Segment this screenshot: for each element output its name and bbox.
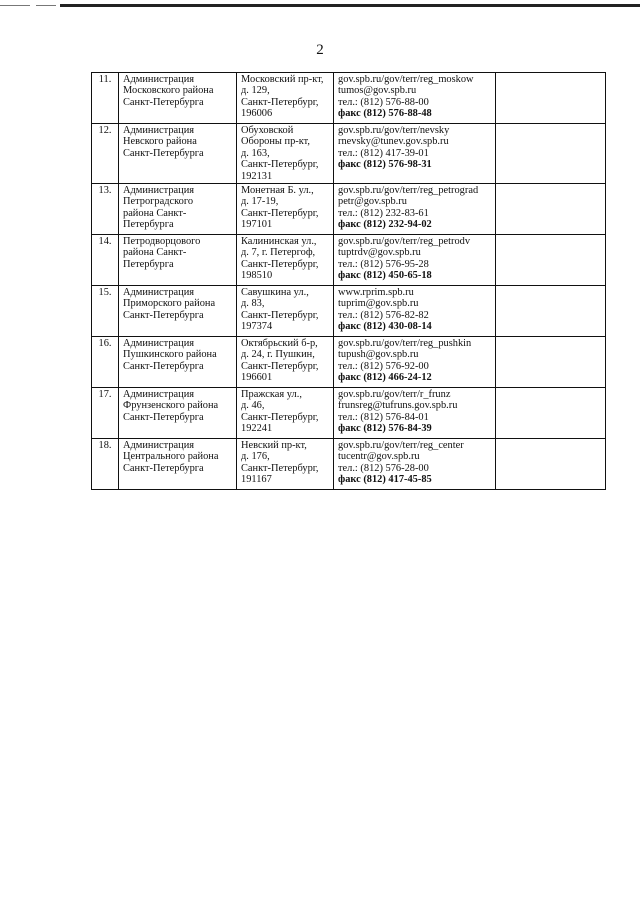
contacts-cell <box>334 388 496 439</box>
contact-line: gov.spb.ru/gov/terr/r_frunz <box>338 389 451 401</box>
organization-cell <box>119 388 237 439</box>
address-line: Санкт-Петербург, <box>241 309 319 321</box>
page-number: 2 <box>316 42 324 58</box>
row-number: 11. <box>92 73 119 124</box>
contact-line: gov.spb.ru/gov/terr/reg_petrodv <box>338 236 471 248</box>
row-number: 12. <box>92 124 119 184</box>
header-rule <box>60 4 640 7</box>
fax-line: факс (812) 576-98-31 <box>338 159 432 171</box>
organization-line: Санкт-Петербурга <box>123 147 204 159</box>
contact-line: тел.: (812) 576-92-00 <box>338 360 429 372</box>
organization-line: Московского района <box>123 85 214 97</box>
contact-line: тел.: (812) 576-82-82 <box>338 309 429 321</box>
header-rule-mid <box>36 5 56 6</box>
address-cell <box>237 286 334 337</box>
table-row <box>92 337 606 388</box>
contacts-cell <box>334 337 496 388</box>
contacts-cell <box>334 286 496 337</box>
address-line: д. 24, г. Пушкин, <box>241 349 315 361</box>
address-line: 196006 <box>241 108 273 120</box>
table-row <box>92 286 606 337</box>
organization-line: Петербурга <box>123 219 174 231</box>
address-line: 197101 <box>241 219 273 231</box>
address-line: 196601 <box>241 372 273 384</box>
empty-cell <box>496 337 606 388</box>
header-rule-left <box>0 5 30 6</box>
address-line: Монетная Б. ул., <box>241 185 314 197</box>
fax-line: факс (812) 232-94-02 <box>338 219 432 231</box>
contact-line: rnevsky@tunev.gov.spb.ru <box>338 136 449 148</box>
contact-line: gov.spb.ru/gov/terr/reg_center <box>338 440 464 452</box>
organization-line: Санкт-Петербурга <box>123 462 204 474</box>
organization-cell <box>119 235 237 286</box>
fax-line: факс (812) 466-24-12 <box>338 372 432 384</box>
table-row <box>92 388 606 439</box>
address-line: Невский пр-кт, <box>241 440 307 452</box>
contact-line: тел.: (812) 232-83-61 <box>338 207 429 219</box>
organization-line: Администрация <box>123 287 195 299</box>
organization-line: Петербурга <box>123 258 174 270</box>
organization-line: Невского района <box>123 136 197 148</box>
empty-cell <box>496 439 606 490</box>
contact-line: gov.spb.ru/gov/terr/reg_moskow <box>338 74 474 85</box>
contact-line: www.rprim.spb.ru <box>338 287 414 299</box>
row-number: 15. <box>92 286 119 337</box>
organization-line: Администрация <box>123 338 195 350</box>
address-line: Санкт-Петербург, <box>241 96 319 108</box>
contact-line: gov.spb.ru/gov/terr/nevsky <box>338 125 450 136</box>
address-cell <box>237 124 334 184</box>
table-row <box>92 73 606 124</box>
address-cell <box>237 388 334 439</box>
address-line: Калининская ул., <box>241 236 317 248</box>
contact-line: frunsreg@tufruns.gov.spb.ru <box>338 400 458 412</box>
address-cell <box>237 439 334 490</box>
address-line: Октябрьский б-р, <box>241 338 318 350</box>
organization-cell <box>119 73 237 124</box>
address-cell <box>237 235 334 286</box>
fax-line: факс (812) 450-65-18 <box>338 270 432 282</box>
organization-line: Администрация <box>123 389 195 401</box>
address-line: д. 7, г. Петергоф, <box>241 247 316 259</box>
organization-cell <box>119 184 237 235</box>
organization-line: Администрация <box>123 440 195 452</box>
organization-line: Администрация <box>123 125 195 136</box>
table-row <box>92 124 606 184</box>
contacts-cell <box>334 184 496 235</box>
empty-cell <box>496 286 606 337</box>
address-line: Санкт-Петербург, <box>241 462 319 474</box>
address-cell <box>237 73 334 124</box>
organization-line: района Санкт- <box>123 247 187 259</box>
empty-cell <box>496 184 606 235</box>
contact-line: tuprim@gov.spb.ru <box>338 298 419 310</box>
address-line: 191167 <box>241 474 272 486</box>
organization-line: Санкт-Петербурга <box>123 96 204 108</box>
address-line: д. 46, <box>241 400 265 412</box>
organization-line: района Санкт- <box>123 207 187 219</box>
contact-line: tupush@gov.spb.ru <box>338 349 419 361</box>
contact-line: tucentr@gov.spb.ru <box>338 451 420 463</box>
contacts-cell <box>334 73 496 124</box>
row-number: 16. <box>92 337 119 388</box>
address-line: д. 83, <box>241 298 265 310</box>
address-line: д. 176, <box>241 451 270 463</box>
fax-line: факс (812) 576-84-39 <box>338 423 432 435</box>
empty-cell <box>496 73 606 124</box>
table-row <box>92 184 606 235</box>
organization-line: Санкт-Петербурга <box>123 360 204 372</box>
organization-line: Фрунзенского района <box>123 400 219 412</box>
contacts-cell <box>334 439 496 490</box>
fax-line: факс (812) 430-08-14 <box>338 321 432 333</box>
organization-line: Петроградского <box>123 196 194 208</box>
empty-cell <box>496 235 606 286</box>
organization-line: Санкт-Петербурга <box>123 309 204 321</box>
address-line: 192241 <box>241 423 273 435</box>
address-line: Пражская ул., <box>241 389 302 401</box>
address-line: Санкт-Петербург, <box>241 159 319 171</box>
contact-line: tuptrdv@gov.spb.ru <box>338 247 421 259</box>
organization-line: Приморского района <box>123 298 216 310</box>
address-line: Обороны пр-кт, <box>241 136 310 148</box>
administrations-table <box>91 72 606 490</box>
table-row <box>92 439 606 490</box>
organization-cell <box>119 124 237 184</box>
empty-cell <box>496 124 606 184</box>
address-line: Московский пр-кт, <box>241 74 324 85</box>
contact-line: тел.: (812) 417-39-01 <box>338 147 429 159</box>
contact-line: тел.: (812) 576-28-00 <box>338 462 429 474</box>
organization-line: Центрального района <box>123 451 219 463</box>
fax-line: факс (812) 417-45-85 <box>338 474 432 486</box>
organization-line: Санкт-Петербурга <box>123 411 204 423</box>
contacts-cell <box>334 124 496 184</box>
contact-line: gov.spb.ru/gov/terr/reg_petrograd <box>338 185 479 197</box>
address-line: д. 129, <box>241 85 270 97</box>
address-line: Санкт-Петербург, <box>241 360 319 372</box>
address-cell <box>237 337 334 388</box>
contact-line: tumos@gov.spb.ru <box>338 85 417 97</box>
empty-cell <box>496 388 606 439</box>
address-line: д. 163, <box>241 147 270 159</box>
contact-line: тел.: (812) 576-88-00 <box>338 96 429 108</box>
contact-line: petr@gov.spb.ru <box>338 196 407 208</box>
table-body <box>92 73 606 490</box>
organization-line: Петродворцового <box>123 236 201 248</box>
fax-line: факс (812) 576-88-48 <box>338 108 432 120</box>
contact-line: gov.spb.ru/gov/terr/reg_pushkin <box>338 338 472 350</box>
address-line: Обуховской <box>241 125 294 136</box>
address-line: д. 17-19, <box>241 196 279 208</box>
address-cell <box>237 184 334 235</box>
row-number: 18. <box>92 439 119 490</box>
organization-line: Администрация <box>123 185 195 197</box>
address-line: Санкт-Петербург, <box>241 258 319 270</box>
address-line: Савушкина ул., <box>241 287 309 299</box>
address-line: 192131 <box>241 170 273 182</box>
organization-cell <box>119 439 237 490</box>
table-row <box>92 235 606 286</box>
organization-line: Администрация <box>123 74 195 85</box>
row-number: 14. <box>92 235 119 286</box>
row-number: 13. <box>92 184 119 235</box>
address-line: 197374 <box>241 321 273 333</box>
organization-cell <box>119 286 237 337</box>
address-line: 198510 <box>241 270 273 282</box>
address-line: Санкт-Петербург, <box>241 207 319 219</box>
organization-cell <box>119 337 237 388</box>
contact-line: тел.: (812) 576-84-01 <box>338 411 429 423</box>
contact-line: тел.: (812) 576-95-28 <box>338 258 429 270</box>
address-line: Санкт-Петербург, <box>241 411 319 423</box>
row-number: 17. <box>92 388 119 439</box>
contacts-cell <box>334 235 496 286</box>
organization-line: Пушкинского района <box>123 349 217 361</box>
